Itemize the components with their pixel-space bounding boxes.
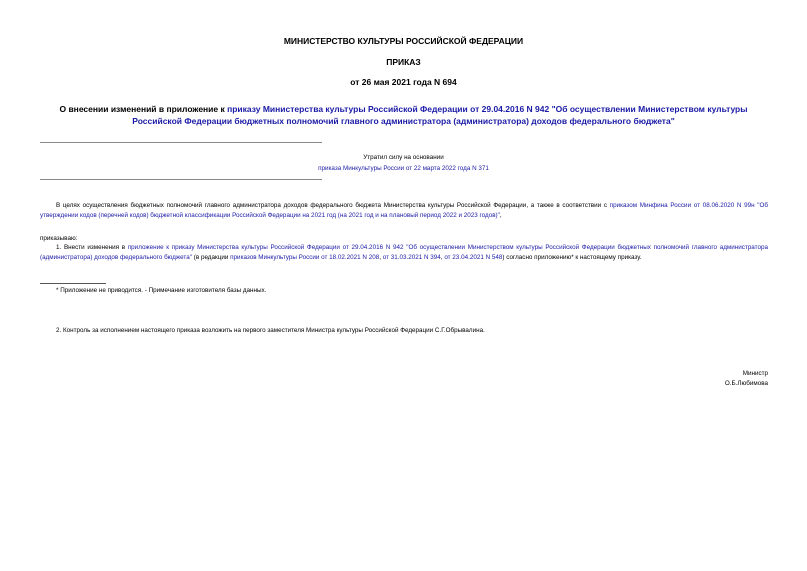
item-1-paragraph — [40, 243, 768, 262]
title-link[interactable]: приказу Министерства культуры Российской Федерации от 29.04.2016 N 942 "Об осуществлении Министерством культуры Российской Федерации бюджетных полномочий главного администратора (администратора) доходов федерального бюджета" — [132, 104, 748, 126]
item-1-sep-1: , — [379, 253, 383, 261]
footnote: * Приложение не приводится. - Примечание изготовителя базы данных. — [56, 287, 267, 294]
signature-position: Министр — [742, 370, 768, 377]
item-1-link-appendix[interactable]: приложение к приказу Министерства культуры Российской Федерации от 29.04.2016 N 942 "Об осуществлении Министерством культуры Российской Федерации бюджетных полномочий главного администратора (администратора) доходов федерального бюджета" — [40, 244, 768, 261]
preamble-end: , — [499, 211, 502, 219]
title-prefix: О внесении изменений в приложение к — [59, 104, 228, 114]
ministry-heading: МИНИСТЕРСТВО КУЛЬТУРЫ РОССИЙСКОЙ ФЕДЕРАЦИИ — [283, 36, 524, 46]
preamble-text: В целях осуществления бюджетных полномочий главного администратора доходов федерального бюджета Министерства культуры Российской Федерации, а также в соответствии с — [56, 202, 610, 209]
item-1-link-order-394[interactable]: от 31.03.2021 N 394 — [382, 253, 441, 261]
repeal-notice-line: Утратил силу на основании — [363, 154, 444, 161]
item-1-sep-2: , — [440, 253, 445, 261]
top-divider — [40, 142, 322, 143]
document-title — [40, 103, 767, 127]
date-number-heading: от 26 мая 2021 года N 694 — [350, 77, 457, 87]
item-1-prefix: 1. Внести изменения в — [56, 244, 128, 251]
preamble-link[interactable]: приказом Минфина России от 08.06.2020 N 99н "Об утверждении кодов (перечней кодов) бюджетной классификации Российской Федерации на 2021 год (на 2021 год и на плановый период 2022 и 2023 годов)" — [40, 202, 768, 219]
bottom-divider — [40, 179, 322, 180]
footnote-divider — [40, 283, 106, 284]
item-1-link-order-548[interactable]: от 23.04.2021 N 548 — [444, 253, 503, 261]
item-1-mid: (в редакции — [192, 253, 231, 261]
doc-type-heading: ПРИКАЗ — [386, 57, 421, 67]
item-2-paragraph: 2. Контроль за исполнением настоящего приказа возложить на первого заместителя Министра культуры Российской Федерации С.Г.Обрывалина. — [56, 327, 485, 334]
item-1-link-order-208[interactable]: приказов Минкультуры России от 18.02.2021 N 208 — [230, 253, 380, 261]
order-word: приказываю: — [40, 235, 78, 242]
repeal-notice-link[interactable]: приказа Минкультуры России от 22 марта 2022 года N 371 — [318, 165, 489, 172]
signature-name: О.Б.Любимова — [724, 380, 768, 387]
preamble-paragraph — [40, 201, 768, 220]
item-1-suffix: ) согласно приложению* к настоящему приказу. — [502, 253, 642, 261]
